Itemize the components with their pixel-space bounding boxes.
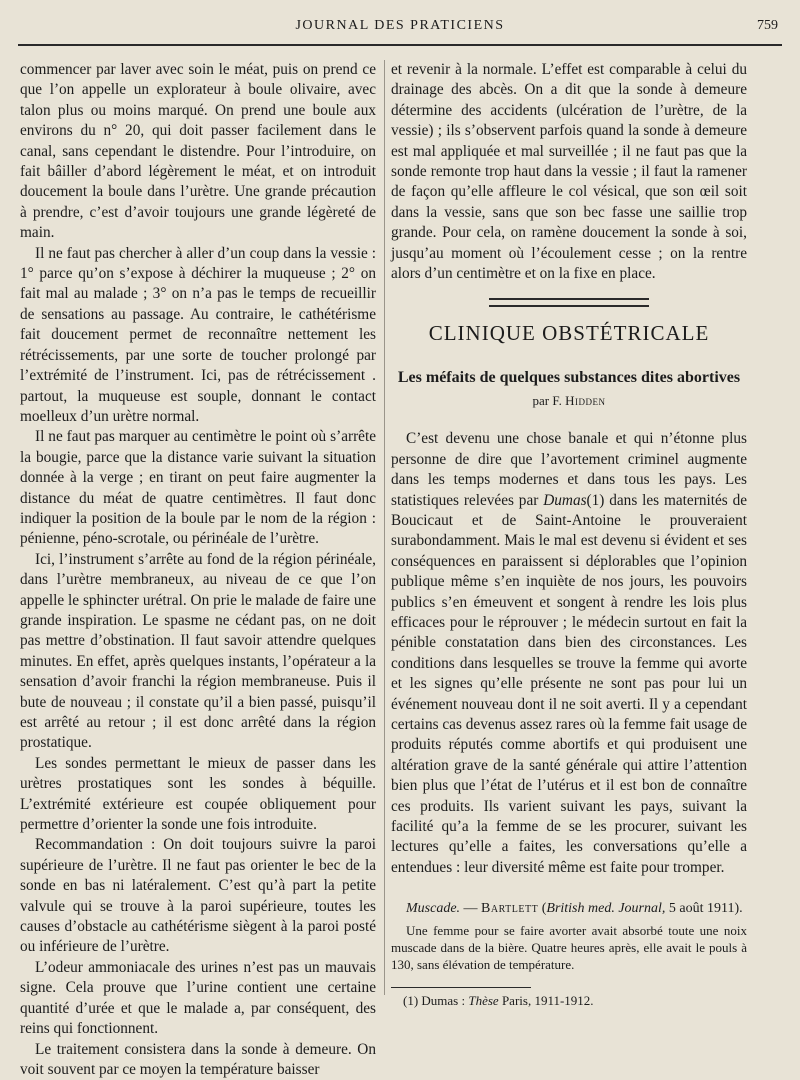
paragraph: et revenir à la normale. L’effet est comparable à celui du drainage des abcès. On a dit que la sonde à demeure détermine des accidents (ulcération de l’urètre, de la vessie) ; ils s’observent parfois quand la sonde à demeure est mal appliquée et mal surveillée ; il ne faut pas que la sonde remonte trop haut dans la vessie ; il faut la ramener de façon qu’elle affleure le col vésical, que son œil soit dans la vessie, sans que son bec fasse une saillie trop grande. Pour cela, on ramène doucement la sonde à soi, jusqu’au moment où l’écoulement cesse ; on la rentre alors d’un centimètre et on la fixe en place. — [391, 60, 747, 284]
paragraph: Il ne faut pas marquer au centimètre le point où s’arrête la bougie, parce que la distance varie suivant la situation donnée à la verge ; en tirant on peut faire augmenter la distance du méat de quatre centimètres. Il faut donc indiquer la position de la boule par le nom de la région : pénienne, péno-scrotale, ou périnéale de l’urètre. — [20, 427, 376, 549]
section-title: CLINIQUE OBSTÉTRICALE — [391, 323, 747, 343]
abstract-dash: — — [460, 901, 481, 916]
paragraph: Il ne faut pas chercher à aller d’un coup dans la vessie : 1° parce qu’on s’expose à déchirer la muqueuse ; 2° on fait mal au malade ; 3° on n’a pas le temps de recueillir de sensations au passage. Au contraire, le cathétérisme fait doucement permet de reconnaître nettement les rétrécissements, par une sorte de toucher prolongé par l’extrémité de l’instrument. Ici, pas de rétrécissement . partout, la muqueuse est souple, donnant le contact moelleux d’un urètre normal. — [20, 244, 376, 428]
paragraph: commencer par laver avec soin le méat, puis on prend ce que l’on appelle un explorateur à boule olivaire, avec talon plus ou moins marqué. On prend une boule aux environs du n° 20, qui doit passer facilement dans le canal, sans cependant le distendre. Pour l’introduire, on fait bâiller d’abord légèrement le méat, et on introduit doucement la boule dans l’urètre. Une grande précaution à prendre, c’est d’avoir toujours une grande légèreté de main. — [20, 60, 376, 244]
section-separator — [489, 298, 649, 307]
footnote-work: Thèse — [468, 993, 498, 1008]
abstract-journal: British med. Journal, — [546, 901, 665, 916]
page-number: 759 — [757, 18, 778, 34]
abstract-topic: Muscade. — [406, 901, 460, 916]
column-divider — [384, 60, 385, 995]
header-rule — [18, 44, 782, 46]
abstract-author: Bartlett — [481, 901, 538, 916]
body-text: dans les maternités de Boucicaut et de Saint-Antoine le prouveraient surabondamment. Mais le mal est devenu si évident et ses conséquences en paraissent si déplorables que l’opinion publique même s’en inquiète de nos jours, les pouvoirs publics s’en émeuvent et songent à rendre les lois plus efficaces pour le réprouver ; le médecin surtout en fait la pénible constatation dans bien des circonstances. Les conditions dans lesquelles se trouve la femme qui avorte et les signes qu’elle présente ne sont pas pour lui un événement nouveau dont il ne soit averti. Il y a cependant certains cas devenus assez rares où la femme fait usage de produits réputés comme abortifs et qui produisent une altération grave de la santé générale qui attire l’attention bien plus que l’état de l’utérus et il est bon de connaître ces produits. Ils varient suivant les pays, suivant la facilité qu’a la femme de se les procurer, suivant les lectures qu’elle a faites, les conversations qu’elle a entendues : leur diversité même est faite pour tromper. — [391, 492, 747, 876]
abstract-date: 5 août 1911). — [669, 901, 743, 916]
paragraph: Ici, l’instrument s’arrête au fond de la région périnéale, dans l’urètre membraneux, au niveau de ce que l’on appelle le sphincter urétral. On prie le malade de faire une grande inspiration. Le spasme ne cédant pas, on ne doit pas mettre d’obstination. Il faut savoir attendre quelques minutes. En effet, après quelques instants, l’opérateur a la sensation d’avoir franchi la région membraneuse. Puis il bute de nouveau ; il constate qu’il a bien passé, puisqu’il est arrêté au retour ; il est donc arrêté dans la région prostatique. — [20, 550, 376, 754]
footnote — [391, 992, 747, 1009]
article-body — [391, 429, 747, 878]
paragraph: Les sondes permettant le mieux de passer dans les urètres prostatiques sont les sondes à béquille. L’extrémité extérieure est coupée obliquement pour permettre d’orienter la sonde une fois introduite. — [20, 754, 376, 836]
running-head: JOURNAL DES PRATICIENS — [20, 18, 780, 34]
footnote-text: Paris, 1911-1912. — [499, 993, 594, 1008]
footnote-marker: (1) — [587, 492, 605, 509]
left-column — [20, 60, 376, 1080]
paragraph: Le traitement consistera dans la sonde à demeure. On voit souvent par ce moyen la température baisser — [20, 1040, 376, 1080]
paragraph: L’odeur ammoniacale des urines n’est pas un mauvais signe. Cela prouve que l’urine contient une certaine quantité d’urée et que le malade a, par conséquent, des reins qui fonctionnent. — [20, 958, 376, 1040]
reference-name: Dumas — [543, 492, 586, 509]
abstract-heading: Muscade. — Bartlett (British med. Journal, 5 août 1911). — [391, 900, 747, 918]
byline-prefix: par F. — [533, 393, 562, 408]
byline-author: Hidden — [565, 393, 605, 408]
page-header — [20, 18, 780, 40]
footnote-rule — [391, 987, 531, 988]
byline — [391, 391, 747, 411]
body-text: C’est devenu une chose banale et qui n’étonne plus personne de dire que l’avortement criminel augmente dans les temps modernes et dans tous les pays. Les statistiques relevées par — [391, 430, 747, 508]
footnote-text: (1) Dumas : — [403, 993, 468, 1008]
abstract-body: Une femme pour se faire avorter avait absorbé toute une noix muscade dans de la bière. Quatre heures après, elle avait le pouls à 130, sans élévation de température. — [391, 922, 747, 973]
paragraph: Recommandation : On doit toujours suivre la paroi supérieure de l’urètre. Il ne faut pas orienter le bec de la sonde en bas ni latéralement. C’est qu’à part la petite valvule qui se trouve à la paroi supérieure, toutes les causes d’obstacle au cathétérisme siègent à la paroi posté ou inférieure de l’urètre. — [20, 835, 376, 957]
article-title: Les méfaits de quelques substances dites abortives — [391, 368, 747, 387]
right-column — [391, 60, 747, 1009]
